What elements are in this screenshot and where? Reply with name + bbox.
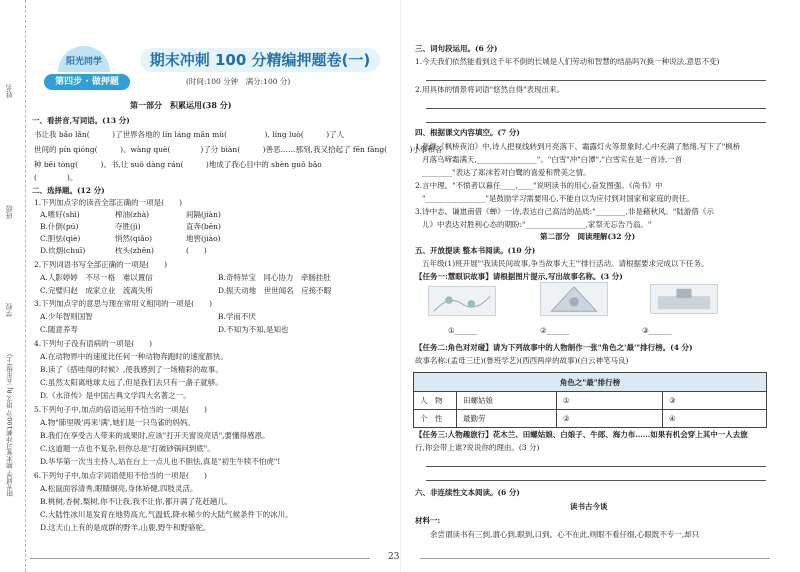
- spine-strip: [2, 300, 16, 550]
- footer-rule-left: [30, 558, 370, 559]
- task-two-range: 故事名称:(孟母三迁)(鲁班学艺)(西西两岸的故事)(白云神笔马良): [415, 356, 629, 365]
- table-row: 个 性 最勤劳 ② ④: [414, 409, 766, 427]
- q6-option-d: D.这天山上有的是成群的野羊,山鹿,野牛和野骆驼。: [40, 523, 211, 532]
- q6-option-b: B.桃树,杏树,梨树,你不让我,我不让你,都开满了花赶趟儿。: [40, 497, 233, 506]
- q5-option-d: D.华华第一次当主持人,站在台上一点儿也不胆怯,真是"初生牛犊不怕虎"!: [40, 457, 281, 466]
- footer-rule-right: [420, 558, 770, 559]
- q5-option-a: A.物"肺里吸'再来'满',她们是一只鸟雀的妈妈。: [40, 418, 195, 427]
- section-five-intro: 五年级(1)班开展"'我读民间故事,争当故事大王'"排行活动。请根据要求完成以下任务。: [422, 259, 709, 268]
- fill-line-4: 2.言中理。"不愤者以暮任____,____"说明读书的用心,奋发图强。《尚书》中: [415, 181, 663, 190]
- section-three-title: 三、词句段运用。(6 分): [415, 44, 498, 53]
- pinyin-line-2: 世间的 pín qióng( )、wàng què( )了分 biàn( )善恶……那刻,我又拾起了 fēn fāng( )小事和各: [34, 145, 443, 154]
- question-1: 1.下列加点字的读音全部正确的一项是( ): [34, 198, 183, 207]
- story-picture-1: [428, 286, 496, 316]
- material-one-text: 余尝谓读书有三到,谓心到,眼到,口到。心不在此,则眼不看仔细,心眼既不专一,却只: [430, 530, 700, 539]
- reading-title: 读书古今谈: [570, 502, 608, 511]
- pinyin-line-1: 书让我 bǎo lǎn( )了世界各地的 lín láng mǎn mù( ), líng luò( )了人: [34, 130, 345, 139]
- q3-option-a: A.少年智则国智: [40, 312, 93, 321]
- q5-option-c: C.这道题一点也不复杂,但你总是"打破砂锅问到底"。: [40, 444, 215, 453]
- table-answer-cell[interactable]: ③: [662, 392, 766, 409]
- fill-line-6: 3.诗中志。谦崽南借《蝉》一诗,表达自己高洁的品质:"________,非是藉秋风。"陆游借《示: [415, 207, 714, 216]
- q1-option-a: A.嗜好(shì): [40, 210, 80, 219]
- picture-answer-1[interactable]: ①______: [448, 326, 478, 335]
- picture-answer-3[interactable]: ③______: [642, 326, 672, 335]
- fill-line-2: 月落乌啼霜满天,________________"。"白雪"冲"白潭","白雪实在是一首诗,一首: [422, 155, 683, 164]
- task-three-cont: 行,你会带上谁?说说你的理由。(3 分): [415, 443, 540, 452]
- section-four-title: 四、根据课文内容填空。(7 分): [415, 128, 520, 137]
- q5-option-b: B.我们在享受古人带来的成果时,应该"打开天窗说亮话",要懂得感恩。: [40, 431, 270, 440]
- material-one-label: 材料一:: [415, 516, 441, 525]
- part-two-title: 第二部分 阅读理解(32 分): [540, 232, 636, 241]
- section-one-title: 一、看拼音,写词语。(13 分): [32, 116, 130, 125]
- fill-line-1: 1.张继《枫桥夜泊》中,诗人把视线转到月亮落下、霜露灯火等景象时,心中充满了愁绪,写下了"枫桥: [415, 142, 741, 151]
- q4-option-a: A.在动物界中的速度比任何一种动物奔跑时的速度都快。: [40, 352, 228, 361]
- task-one: 【任务一:慧眼识故事】请根据图片提示,写出故事名称。(3 分): [415, 272, 623, 281]
- time-score-info: (时间:100 分钟 满分:100 分): [186, 77, 291, 86]
- q4-option-d: D.《水浒传》是中国古典文学四大名著之一。: [40, 391, 191, 400]
- spine-class-label: 班级: [5, 205, 13, 219]
- pinyin-line-4: ( )。: [34, 173, 78, 182]
- part-one-title: 第一部分 积累运用(38 分): [130, 100, 232, 110]
- section-two-title: 二、选择题。(12 分): [32, 186, 105, 195]
- page-fold: [400, 0, 401, 572]
- answer-line[interactable]: [426, 80, 766, 81]
- table-answer-cell[interactable]: ④: [662, 410, 766, 427]
- story-picture-3: [650, 284, 718, 314]
- exam-page: 姓名 班级 学校 阳光同学 期末复习冲刺100分 语文 RJ 五年级(上) 阳光同学 第四步 · 做押题 期末冲刺 100 分精编押题卷(一) (时间:100 分钟 满分:100 分) 第一部分 积累运用(38 分) 一、看拼音,写词语。(13 分) 书让我 bǎo lǎn( )了世界各地的 lín láng mǎn mù( ), líng luò( )了人 世间的 pín qióng( )、wàng què( )了分 biàn( )善恶……那刻,我又拾起了 fēn fāng( )小事和各 种 bēi tòng( )、书,让 suǒ dàng rán( )地成了我心目中的 shèn guǒ bǎo ( )。 二、选择题。(12 分) 1.下列加点字的读音全部正确的一项是( ) A.嗜好(shì) 榨油(zhà) 间隔(jiàn) B.仆倒(pú) 夺胜(jì) 直奔(bēn) C.胆怯(qiè) 悄然(qiǎo) 地窖(jiào) D.炊烟(chuī) 枕头(zhěn) ( ) 2.下列词语书写全部正确的一项是( ) A.人影婷婷 不尽一格 难以置信 B.奇特异宝 同心协力 牵肠挂肚 C.完璧归赵 成家立业 流离失所 D.振天动地 世世闻名 应接不暇 3.下列加点字的意思与现在常用义相同的一项是( ) A.少年智则国智 B.学而不厌 C.随意养寿 D.不知为不知,是知也 4.下列句子没有语病的一项是( ) A.在动物界中的速度比任何一种动物奔跑时的速度都快。 B.读了《搭哇得的时候》,使我感到了一场精彩的故事。 C.虽然太阳离地球太远了,但是我们去只有一盏子就够。 D.《水浒传》是中国古典文学四大名著之一。 5.下列句子中,加点的倍语运用不恰当的一项是( ) A.物"肺里吸'再来'满',她们是一只鸟雀的妈妈。 B.我们在享受古人带来的成果时,应该"打开天窗说亮话",要懂得感恩。 C.这道题一点也不复杂,但你总是"打破砂锅问到底"。 D.华华第一次当主持人,站在台上一点儿也不胆怯,真是"初生牛犊不怕虎"! 6.下列句子中,加点字词语使用不恰当的一项是( ) A.松鼠面容清秀,眼睛炯亮,身体矫健,四肢灵活。 B.桃树,杏树,梨树,你不让我,我不让你,都开满了花赶趟儿。 C.大陆性冰川是发育在地势高亢,气温低,降水稀少的大陆气候条件下的冰川。 D.这天山上有的是成群的野羊,山鹿,野牛和野骆驼。 三、词句段运用。(6 分) 1.今天我们依然能看到这千年不倒的长城是人们劳动和智慧的结晶吗?(换一种说法,意思不变) 2.用具体的情景将词语"悠然自得"表现出来。 四、根据课文内容填空。(7 分) 1.张继《枫桥夜泊》中,诗人把视线转到月亮落下、霜露灯火等景象时,心中充满了愁绪,写下了"枫桥 月落乌啼霜满天,________________"。"白雪"冲"白潭","白雪实在是一首诗,一首 ________"表达了郑沫若对白鹭的喜爱和赞美之情。 2.言中理。"不愤者以暮任____,____"说明读书的用心,奋发图强。《尚书》中 "________________"是鼓励学习需要用心,不能自以为应付到对国家和家庭的责任。 3.诗中志。谦崽南借《蝉》一诗,表达自己高洁的品质:"________,非是藉秋风。"陆游借《示 儿》中表达对胜利心态的期盼:"________________,家祭无忘告乃翁。" 第二部分 阅读理解(32 分) 五、开放提读 整本书阅读。(10 分) 五年级(1)班开展"'我读民间故事,争当故事大王'"排行活动。请根据要求完成以下任务。 【任务一:慧眼识故事】请根据图片提示,写出故事名称。(3 分) ①______ ②______ ③______ 【任务二:角色对对碰】请为下列故事中的人物制作一张"角色之'最'"排行榜。(4 分) 故事名称:(孟母三迁)(鲁班学艺)(西西两岸的故事)(白云神笔马良) 角色之"最"排行榜 人 物 田螺姑娘 ① ③ 个 性 最勤劳 ② ④ 【任务三:人物趣旅行】花木兰、田螺姑娘、白娘子、牛郎、海力布……如果有机会穿上其中一人去旅 行,你会带上谁?说说你的理由。(3 分) 六、非连续性文本阅读。(6 分) 读书古今谈 材料一: 余尝谓读书有三到,谓心到,眼到,口到。心不在此,则眼不看仔细,心眼既不专一,却只 23: [0, 0, 800, 572]
- q2-option-b: B.奇特异宝 同心协力 牵肠挂肚: [218, 273, 331, 282]
- page-number: 23: [388, 552, 400, 562]
- q3-option-d: D.不知为不知,是知也: [218, 325, 289, 334]
- q2-option-c: C.完璧归赵 成家立业 流离失所: [40, 286, 153, 295]
- question-3: 3.下列加点字的意思与现在常用义相同的一项是( ): [34, 299, 213, 308]
- step-badge: 第四步 · 做押题: [44, 74, 130, 90]
- question-6: 6.下列句子中,加点字词语使用不恰当的一项是( ): [34, 471, 207, 480]
- spine-name-label: 姓名: [5, 84, 13, 98]
- pinyin-line-3: 种 bēi tòng( )、书,让 suǒ dàng rán( )地成了我心目中的 shèn guǒ bǎo: [34, 160, 322, 169]
- fill-line-3: ________"表达了郑沫若对白鹭的喜爱和赞美之情。: [422, 168, 591, 177]
- table-header: 角色之"最"排行榜: [414, 373, 766, 391]
- task-three: 【任务三:人物趣旅行】花木兰、田螺姑娘、白娘子、牛郎、海力布……如果有机会穿上其中一人去旅: [415, 430, 748, 439]
- fill-line-5: "________________"是鼓励学习需要用心,不能自以为应付到对国家和家庭的责任。: [422, 194, 694, 203]
- answer-line[interactable]: [426, 466, 766, 467]
- answer-line[interactable]: [426, 122, 766, 123]
- q4-option-b: B.读了《搭哇得的时候》,使我感到了一场精彩的故事。: [40, 365, 223, 374]
- q3-option-c: C.随意养寿: [40, 325, 78, 334]
- picture-answer-2[interactable]: ②______: [540, 326, 570, 335]
- question-4: 4.下列句子没有语病的一项是( ): [34, 339, 153, 348]
- exam-title: 期末冲刺 100 分精编押题卷(一): [140, 48, 380, 72]
- q1-option-b: B.仆倒(pú): [40, 222, 79, 231]
- task-two: 【任务二:角色对对碰】请为下列故事中的人物制作一张"角色之'最'"排行榜。(4 分): [415, 343, 693, 352]
- story-picture-2: [540, 282, 608, 316]
- q1-option-c: C.胆怯(qiè): [40, 234, 81, 243]
- ranking-table: [413, 372, 767, 428]
- table-answer-cell[interactable]: ②: [556, 410, 662, 427]
- spine-school-label: 学校: [5, 303, 13, 317]
- answer-line[interactable]: [426, 108, 766, 109]
- q1-option-d: D.炊烟(chuī): [40, 246, 86, 255]
- q4-option-c: C.虽然太阳离地球太远了,但是我们去只有一盏子就够。: [40, 378, 223, 387]
- q6-option-c: C.大陆性冰川是发育在地势高亢,气温低,降水稀少的大陆气候条件下的冰川。: [40, 510, 293, 519]
- section-five-title: 五、开放提读 整本书阅读。(10 分): [415, 246, 536, 255]
- sun-logo-icon: 阳光同学: [58, 46, 110, 72]
- q6-option-a: A.松鼠面容清秀,眼睛炯亮,身体矫健,四肢灵活。: [40, 484, 198, 493]
- fill-line-7: 儿》中表达对胜利心态的期盼:"________________,家祭无忘告乃翁。": [422, 220, 652, 229]
- q3-option-b: B.学而不厌: [218, 312, 256, 321]
- q2-option-a: A.人影婷婷 不尽一格 难以置信: [40, 273, 153, 282]
- table-row: 人 物 田螺姑娘 ① ③: [414, 391, 766, 409]
- binding-margin: [0, 0, 26, 572]
- brand-logo: [36, 44, 136, 96]
- exam-header: [36, 44, 386, 96]
- section-six-title: 六、非连续性文本阅读。(6 分): [415, 488, 520, 497]
- s3-question-2: 2.用具体的情景将词语"悠然自得"表现出来。: [415, 85, 565, 94]
- s3-question-1: 1.今天我们依然能看到这千年不倒的长城是人们劳动和智慧的结晶吗?(换一种说法,意思不变): [415, 57, 720, 66]
- answer-line[interactable]: [426, 480, 766, 481]
- table-answer-cell[interactable]: ①: [556, 392, 662, 409]
- question-2: 2.下列词语书写全部正确的一项是( ): [34, 260, 168, 269]
- q2-option-d: D.振天动地 世世闻名 应接不暇: [218, 286, 332, 295]
- question-5: 5.下列句子中,加点的倍语运用不恰当的一项是( ): [34, 405, 207, 414]
- spine-strip-text: 阳光同学 期末复习冲刺100分 语文 RJ 五年级(上): [5, 353, 14, 497]
